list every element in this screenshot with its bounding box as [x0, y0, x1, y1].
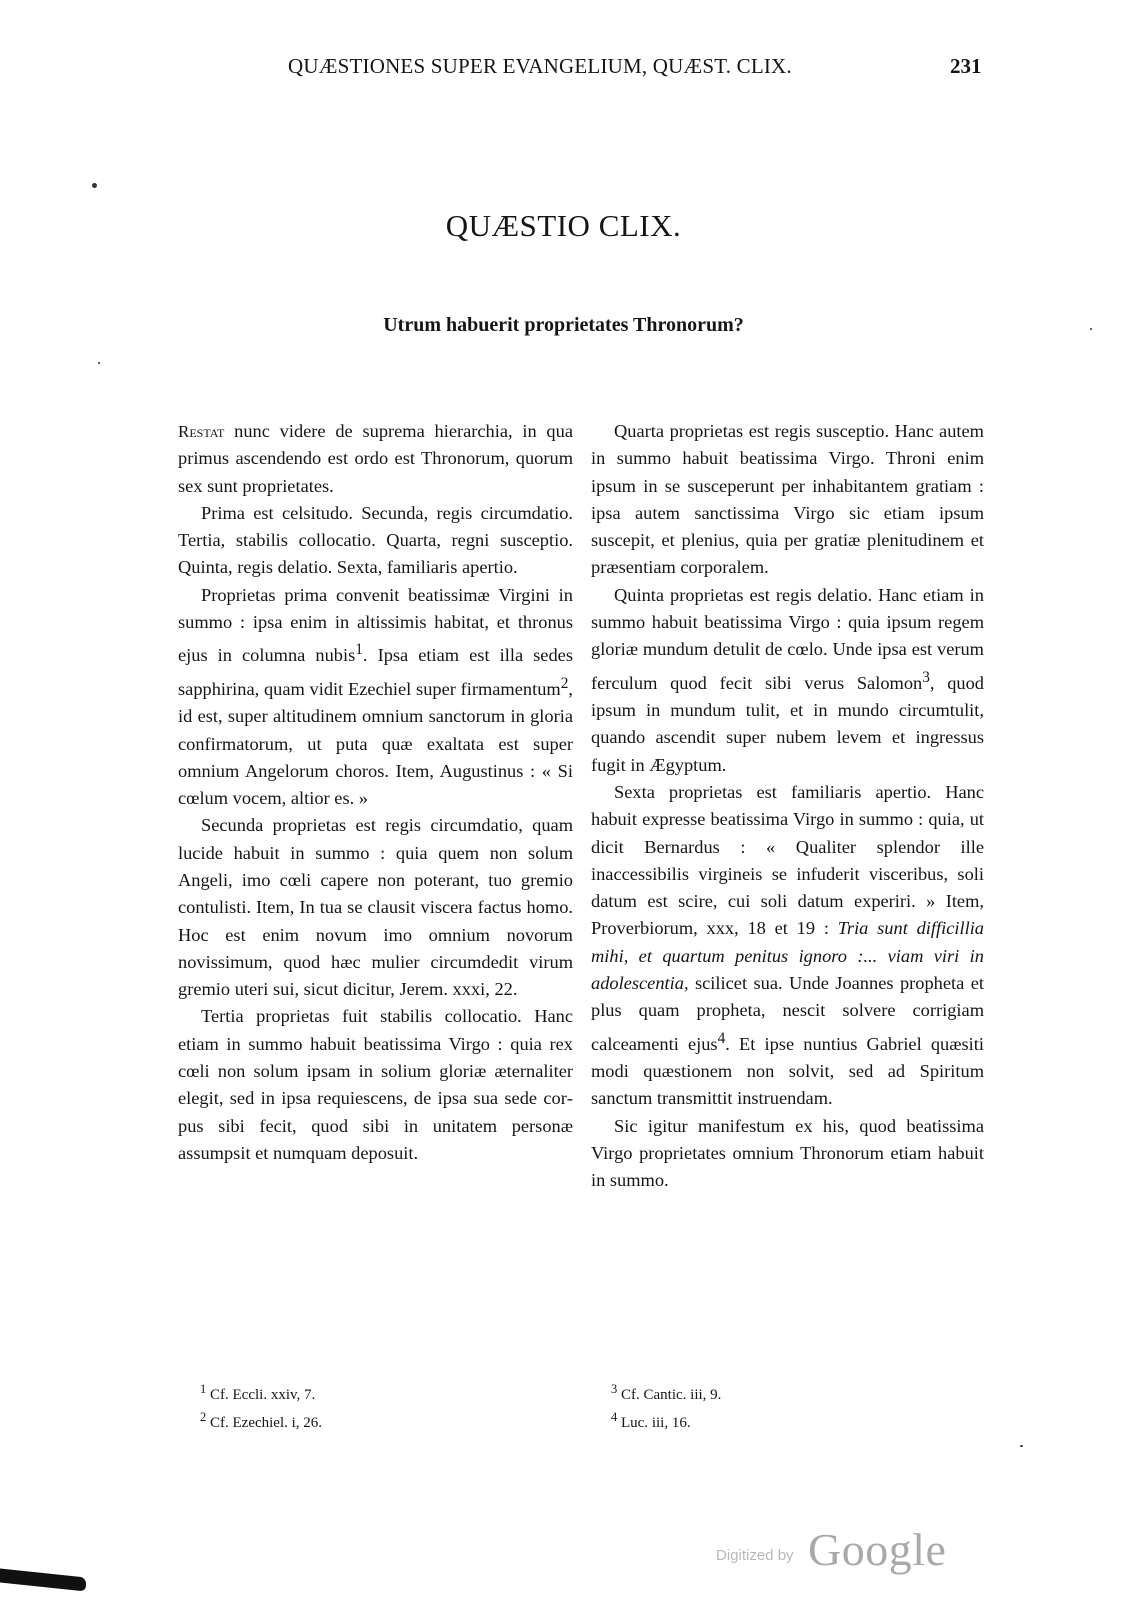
- paragraph-text: . Ipsa etiam est illa sedes sapphirina, quam vidit Ezechiel super firmamentum: [178, 645, 573, 699]
- footnote-ref: 4: [717, 1029, 726, 1047]
- paragraph: [591, 582, 984, 779]
- footnote-mark: 4: [611, 1410, 618, 1424]
- italic-quotation: Tria sunt difficillia mihi, et quartum penitus ignoro :... viam viri in adolescentia,: [591, 918, 984, 994]
- chapter-title: QUÆSTIO CLIX.: [445, 208, 682, 243]
- scan-speck: [1020, 1445, 1023, 1447]
- watermark-prefix: Digitized by: [716, 1547, 794, 1564]
- footnotes-right: [611, 1378, 721, 1434]
- paragraph-text: , id est, super altitudinem omnium sanctorum in gloria confirmatorum, ut puta quæ exaltata est super omnium Angelorum choros. Item, Augustinus : « Si cœlum vocem, altior es. »: [178, 678, 573, 809]
- paragraph-text: scilicet sua. Unde Joannes propheta et plus quam propheta, nescit solvere corrigiam calceamenti ejus: [591, 973, 984, 1054]
- scan-speck: [1090, 328, 1092, 330]
- chapter-subtitle: Utrum habuerit proprietates Thronorum?: [383, 314, 744, 336]
- paragraph: Sic igitur manifestum ex his, quod beatissima Virgo proprietates omnium Thronorum etiam habuit in summo.: [591, 1115, 984, 1191]
- footnote: [200, 1378, 322, 1406]
- footnote-mark: 2: [200, 1410, 207, 1424]
- dropword: Restat: [178, 422, 225, 441]
- paragraph-text: nunc videre de suprema hierarchia, in qua primus ascendendo est ordo est Thronorum, quorum sex sunt proprietates.: [178, 421, 573, 496]
- scan-speck: [98, 362, 100, 364]
- paragraph: Secunda proprietas est regis circumdatio, quam lucide habuit in summo : quia quem non solum Angeli, imo cœli capere non poterant, tuo gremio contulisti. Item, In tua se clausit viscera factus homo. Hoc est enim novum imo omnium novorum novissimum, quod hæc mulier circumdedit virum gremio uteri sui, sicut dicitur, Jerem. xxxi, 22.: [178, 815, 573, 1000]
- footnote: [611, 1378, 721, 1406]
- footnote-text: Cf. Cantic. iii, 9.: [617, 1387, 722, 1403]
- paragraph: [591, 779, 984, 1113]
- page-number: 231: [950, 54, 982, 78]
- footnote-ref: 3: [922, 668, 930, 686]
- page-edge-mark: [0, 1568, 86, 1591]
- footnote-text: Cf. Eccli. xxiv, 7.: [206, 1387, 316, 1403]
- footnote: [611, 1406, 721, 1434]
- paragraph-text: Sexta proprietas est familiaris apertio. Hanc habuit expresse beatissima Virgo in summo : quia, ut dicit Bernardus : « Qualiter splendor ille inaccessibilis virgineis se infuderit visceribus, soli datum est scire, cui soli datum experiri. » Item, Proverbiorum, xxx, 18 et 19 :: [591, 781, 984, 939]
- running-header: [0, 54, 1127, 84]
- footnote-ref: 2: [560, 674, 569, 692]
- paragraph: [178, 418, 573, 500]
- paragraph-text: Proprietas prima convenit beatissimæ Virgini in summo : ipsa enim in altissimis habitat, et thronus ejus in columna nubis: [178, 584, 573, 666]
- left-text-column: [178, 418, 573, 1167]
- footnote: [200, 1406, 322, 1434]
- right-text-column: [591, 418, 984, 1195]
- paragraph-text: Quinta proprietas est regis delatio. Hanc etiam in summo habuit beatissima Virgo : quia ipsum regem gloriæ mundum detulit de cœlo. Unde ipsa est verum ferculum quod fecit sibi verus Salomon: [591, 584, 984, 693]
- footnote-ref: 1: [355, 641, 363, 659]
- paragraph: Tertia proprietas fuit stabilis collocatio. Hanc etiam in summo habuit beatissima Virgo : quia rex cœli non solum ipsam in solium gloriæ æternaliter elegit, sed in ipsa requiescens, de ipsa sua sede corpus sibi fecit, quod sibi in unitatem personæ assumpsit et numquam deposuit.: [178, 1006, 573, 1163]
- digitized-watermark: [716, 1523, 956, 1573]
- paragraph: [178, 582, 573, 813]
- paragraph-text: . Et ipse nuntius Gabriel quæsiti modi quæstionem non solvit, sed ad Spiritum sanctum transmittit instruendam.: [591, 1033, 984, 1109]
- scan-speck: [92, 183, 97, 188]
- paragraph: Quarta proprietas est regis susceptio. Hanc autem in summo habuit beatissima Virgo. Throni enim ipsum in se susceperunt per inhabitantem gratiam : ipsa autem sanctissima Virgo sic etiam ipsum suscepit, et plenius, quia per gratiæ plenitudinem et præsentiam corporalem.: [591, 421, 984, 578]
- google-logo: Google: [808, 1524, 947, 1575]
- running-title: QUÆSTIONES SUPER EVANGELIUM, QUÆST. CLIX.: [288, 54, 792, 78]
- footnote-mark: 1: [200, 1382, 207, 1396]
- footnotes-left: [200, 1378, 322, 1434]
- footnote-text: Luc. iii, 16.: [617, 1415, 691, 1431]
- paragraph-text: , quod ipsum in mundum tulit, et in mundo circumtulit, quando ascendit super nubem levem et ingressus fugit in Ægyptum.: [591, 672, 984, 775]
- footnote-mark: 3: [611, 1382, 618, 1396]
- paragraph: Prima est celsitudo. Secunda, regis circumdatio. Tertia, stabilis collocatio. Quarta, regni susceptio. Quinta, regis delatio. Sexta, familiaris apertio.: [178, 502, 573, 578]
- footnote-text: Cf. Ezechiel. i, 26.: [206, 1415, 323, 1431]
